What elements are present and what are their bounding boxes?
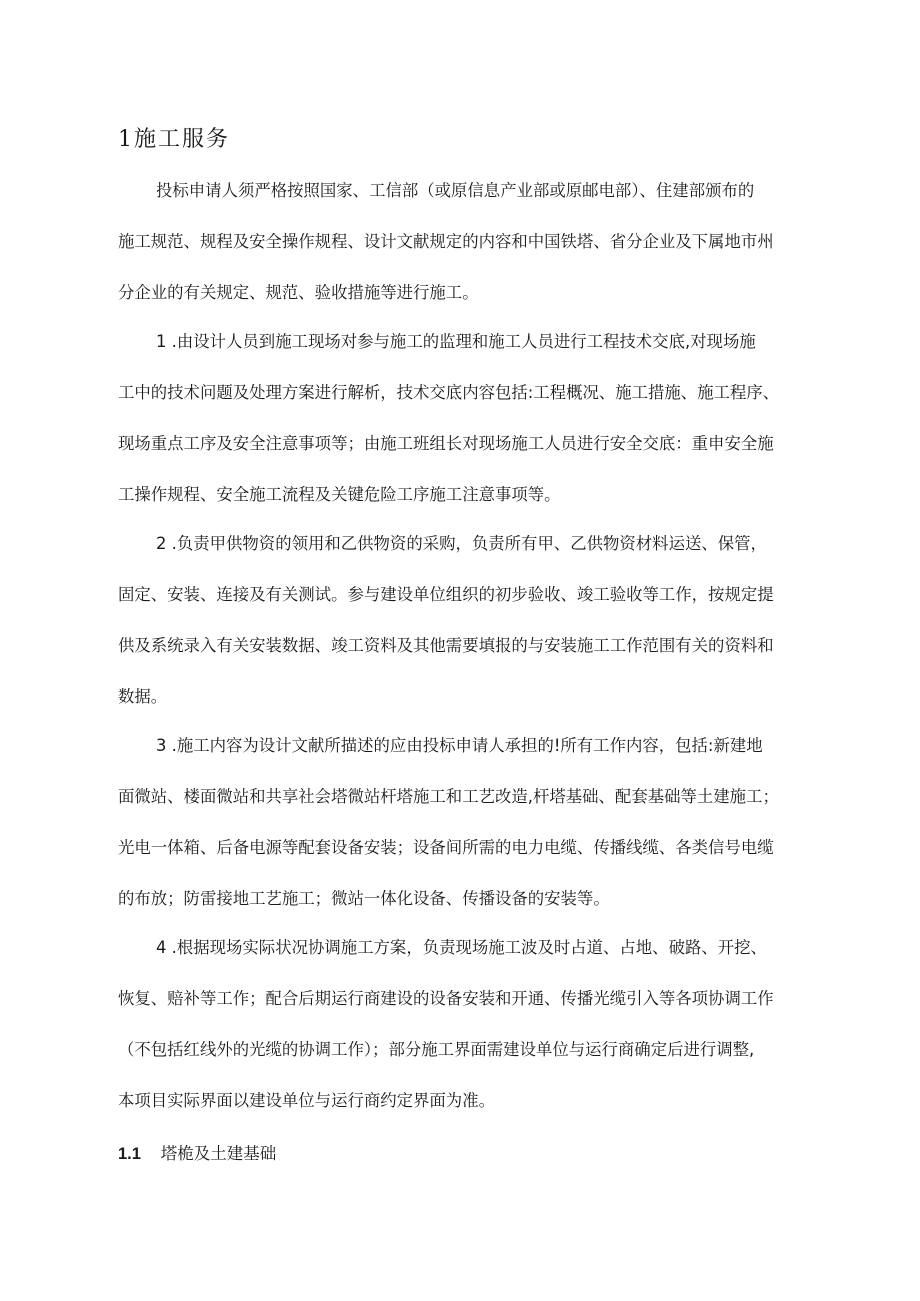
paragraph-line: 面微站、楼面微站和共享社会塔微站杆塔施工和工艺改造,杆塔基础、配套基础等土建施工； xyxy=(118,787,779,806)
paragraph-line: 投标申请人须严格按照国家、工信部（或原信息产业部或原邮电部）、住建部颁布的 xyxy=(156,181,755,200)
section-heading: 1施工服务 xyxy=(118,127,230,152)
paragraph-intro xyxy=(118,165,804,318)
paragraph-line: 恢复、赔补等工作；配合后期运行商建设的设备安装和开通、传播光缆引入等各项协调工作 xyxy=(118,989,774,1008)
subsection-title: 塔桅及土建基础 xyxy=(160,1144,277,1163)
paragraph-item-2 xyxy=(118,518,804,722)
paragraph-line: 工中的技术问题及处理方案进行解析，技术交底内容包括:工程概况、施工措施、施工程序、 xyxy=(118,383,780,402)
paragraph-line: 供及系统录入有关安装数据、竣工资料及其他需要填报的与安装施工工作范围有关的资料和 xyxy=(118,636,774,655)
paragraph-line: 光电一体箱、后备电源等配套设备安装；设备间所需的电力电缆、传播线缆、各类信号电缆 xyxy=(118,838,774,857)
subsection-number: 1.1 xyxy=(118,1145,141,1163)
paragraph-line: 数据。 xyxy=(118,687,168,706)
paragraph-line: 现场重点工序及安全注意事项等；由施工班组长对现场施工人员进行安全交底：重申安全施 xyxy=(118,434,774,453)
paragraph-line: 的布放；防雷接地工艺施工；微站一体化设备、传播设备的安装等。 xyxy=(118,889,610,908)
paragraph-line: 3 .施工内容为设计文献所描述的应由投标申请人承担的!所有工作内容，包括:新建地 xyxy=(156,736,763,755)
paragraph-line: 本项目实际界面以建设单位与运行商约定界面为准。 xyxy=(118,1091,495,1110)
paragraph-line: 2 .负责甲供物资的领用和乙供物资的采购，负责所有甲、乙供物资材料运送、保管， xyxy=(156,534,767,553)
paragraph-line: 分企业的有关规定、规范、验收措施等进行施工。 xyxy=(118,283,479,302)
paragraph-item-4 xyxy=(118,922,804,1126)
paragraph-line: 固定、安装、连接及有关测试。参与建设单位组织的初步验收、竣工验收等工作，按规定提 xyxy=(118,585,774,604)
paragraph-line: 4 .根据现场实际状况协调施工方案，负责现场施工波及时占道、占地、破路、开挖、 xyxy=(156,938,767,957)
paragraph-line: 施工规范、规程及安全操作规程、设计文献规定的内容和中国铁塔、省分企业及下属地市州 xyxy=(118,232,774,251)
paragraph-line: （不包括红线外的光缆的协调工作）；部分施工界面需建设单位与运行商确定后进行调整, xyxy=(118,1040,755,1059)
paragraph-line: 1 .由设计人员到施工现场对参与施工的监理和施工人员进行工程技术交底,对现场施 xyxy=(156,332,756,351)
paragraph-line: 工操作规程、安全施工流程及关键危险工序施工注意事项等。 xyxy=(118,485,561,504)
paragraph-item-1 xyxy=(118,316,804,520)
subsection-heading xyxy=(118,1140,276,1164)
paragraph-item-3 xyxy=(118,720,804,924)
